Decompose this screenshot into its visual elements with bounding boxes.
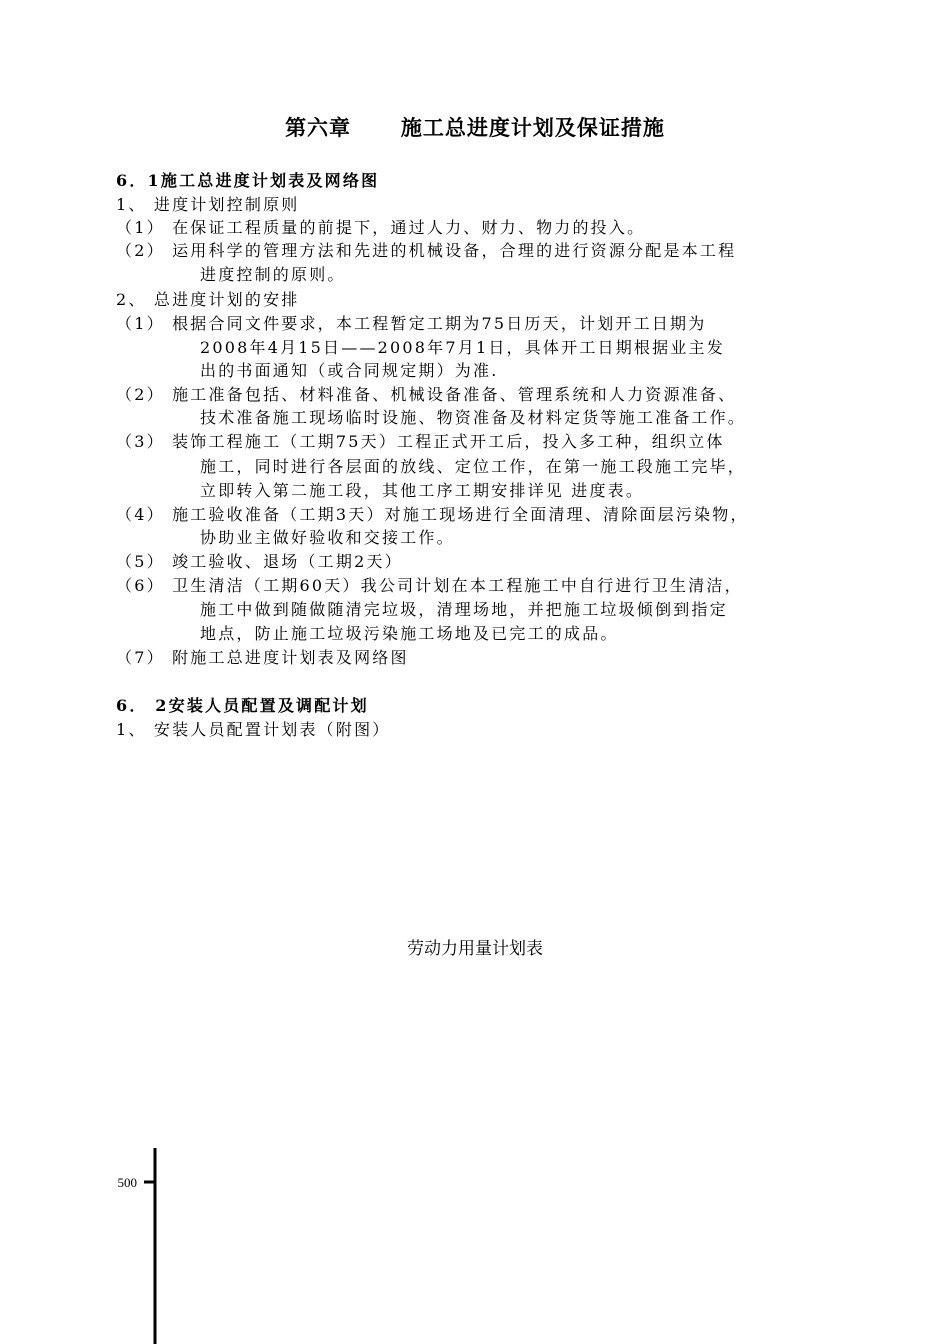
body-line: （2） 施工准备包括、材料准备、机械设备准备、管理系统和人力资源准备、: [116, 385, 737, 404]
chapter-title: 第六章 施工总进度计划及保证措施: [285, 115, 665, 140]
body-line: 地点，防止施工垃圾污染施工场地及已完工的成品。: [200, 624, 619, 643]
body-line: 2、 总进度计划的安排: [116, 290, 300, 309]
body-line: （7） 附施工总进度计划表及网络图: [116, 648, 409, 667]
section-heading: 6．1施工总进度计划表及网络图: [116, 171, 380, 190]
body-line: （6） 卫生清洁（工期60天）我公司计划在本工程施工中自行进行卫生清洁，: [116, 576, 743, 595]
body-line: （3） 装饰工程施工（工期75天）工程正式开工后，投入多工种，组织立体: [116, 432, 725, 451]
body-line: 2008年4月15日——2008年7月1日，具体开工日期根据业主发: [200, 338, 725, 357]
body-line: 进度控制的原则。: [200, 265, 346, 284]
body-line: 1、 进度计划控制原则: [116, 195, 300, 214]
body-line: （1） 根据合同文件要求，本工程暂定工期为75日历天，计划开工日期为: [116, 314, 707, 333]
body-line: （1） 在保证工程质量的前提下，通过人力、财力、物力的投入。: [116, 218, 646, 237]
body-line: （2） 运用科学的管理方法和先进的机械设备，合理的进行资源分配是本工程: [116, 241, 737, 260]
chart-title: 劳动力用量计划表: [407, 939, 543, 959]
body-line: 技术准备施工现场临时设施、物资准备及材料定货等施工准备工作。: [200, 408, 747, 427]
body-line: 1、 安装人员配置计划表（附图）: [116, 720, 391, 739]
section-heading: 6． 2安装人员配置及调配计划: [116, 696, 369, 715]
body-line: 立即转入第二施工段，其他工序工期安排详见 进度表。: [200, 481, 645, 500]
body-line: （5） 竣工验收、退场（工期2天）: [116, 552, 403, 571]
body-line: 施工中做到随做随清完垃圾，清理场地，并把施工垃圾倾倒到指定: [200, 600, 728, 619]
y-ticks: [118, 1175, 156, 1190]
body-line: 施工，同时进行各层面的放线、定位工作，在第一施工段施工完毕，: [200, 457, 747, 476]
body-line: 协助业主做好验收和交接工作。: [200, 528, 455, 547]
labor-chart: [100, 1140, 300, 1344]
y-tick-label: 500: [117, 1175, 137, 1190]
body-line: 出的书面通知（或合同规定期）为准.: [200, 361, 499, 380]
body-line: （4） 施工验收准备（工期3天）对施工现场进行全面清理、清除面层污染物，: [116, 505, 749, 524]
